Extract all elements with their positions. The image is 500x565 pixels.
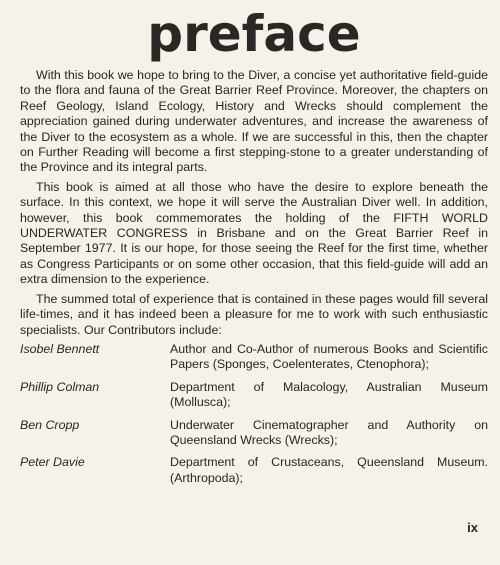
page-title: preface: [147, 5, 361, 63]
paragraph-intro: With this book we hope to bring to the Diver, a concise yet authoritative field-guide to the flora and fauna of the Great Barrier Reef Province. Moreover, the chapters on Reef Geology, Island Ecology, History and Wrecks should complement the appreciation gained during underwater adventures, and increase the awareness of the Diver to the ecosystem as a whole. If we are successful in this, then the chapter on Further Reading will become a first stepping-stone to a greater understanding of the Province and its integral parts.: [20, 68, 488, 175]
contributor-row: [20, 380, 488, 411]
contributor-name: Ben Cropp: [20, 417, 80, 432]
contributor-name: Peter Davie: [20, 455, 85, 470]
paragraph-contributors-intro: The summed total of experience that is contained in these pages would fill several life-times, and it has indeed been a pleasure for me to work with such enthusiastic specialists. Our Contributors include:: [20, 291, 488, 337]
contributor-description: Author and Co-Author of numerous Books and Scientific Papers (Sponges, Coelenterates, Ctenophora);: [170, 341, 488, 372]
contributor-name: Isobel Bennett: [20, 341, 100, 356]
contributor-row: [20, 418, 488, 449]
contributor-description: Underwater Cinematographer and Authority on Queensland Wrecks (Wrecks);: [170, 417, 488, 447]
page-number: ix: [467, 520, 478, 535]
contributors-list: [20, 342, 488, 486]
contributor-description: Department of Malacology, Australian Museum (Mollusca);: [170, 379, 488, 410]
contributor-row: [20, 455, 488, 486]
paragraph-audience: This book is aimed at all those who have the desire to explore beneath the surface. In this context, we hope it will serve the Australian Diver well. In addition, however, this book commemorates the holding of the FIFTH WORLD UNDERWATER CONGRESS in Brisbane and on the Great Barrier Reef in September 1977. It is our hope, for those seeing the Reef for the first time, whether as Congress Participants or on some other occasion, that this field-guide will add an extra dimension to the experience.: [20, 179, 488, 287]
contributor-row: [20, 342, 488, 373]
contributor-description: Department of Crustaceans, Queensland Museum. (Arthropoda);: [170, 455, 488, 485]
contributor-name: Phillip Colman: [20, 379, 100, 394]
